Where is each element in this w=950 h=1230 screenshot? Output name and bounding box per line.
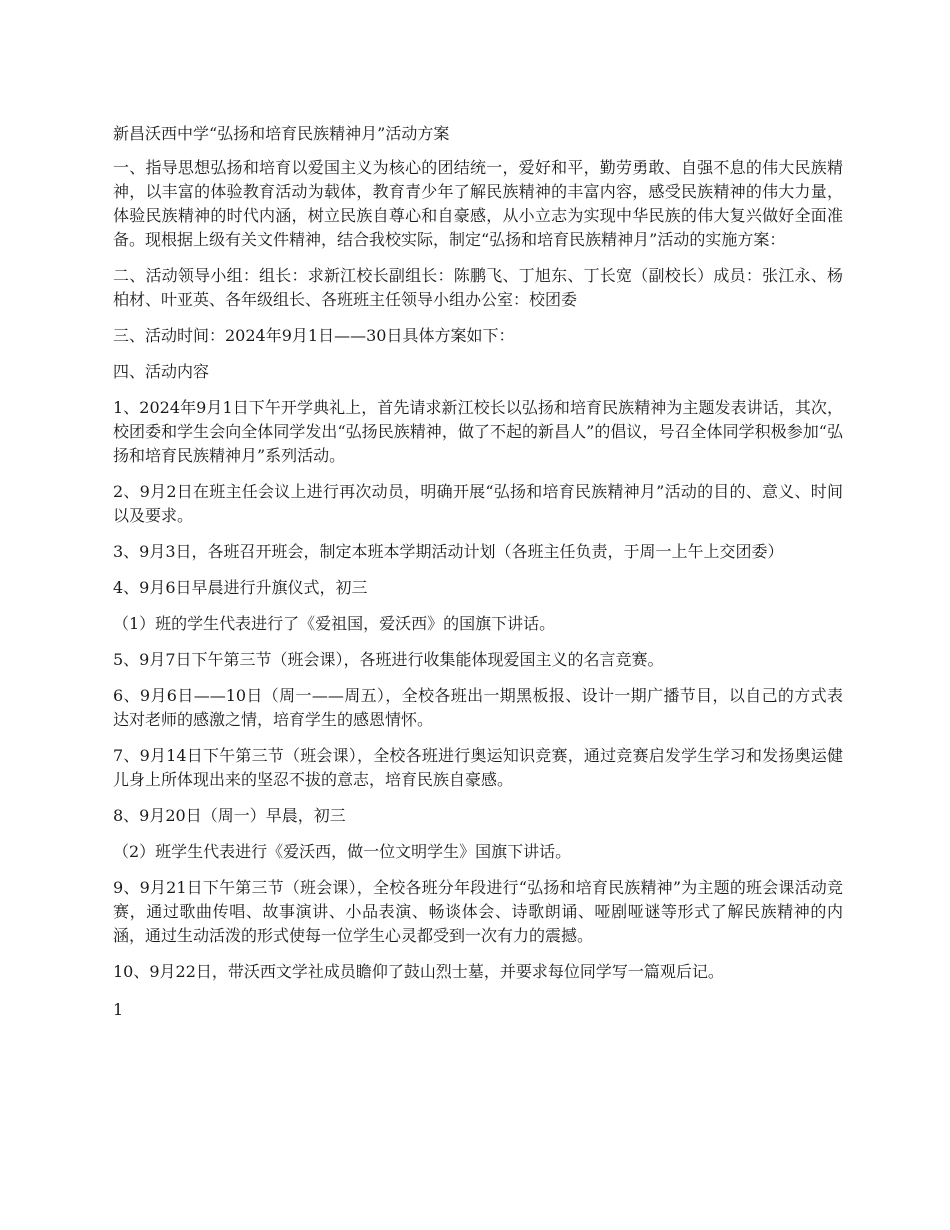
paragraph-item-1: 1、2024年9月1日下午开学典礼上，首先请求新江校长以弘扬和培育民族精神为主题发表讲话，其次，校团委和学生会向全体同学发出“弘扬民族精神，做了不起的新昌人”的倡议，号召全体同学积极参加“弘扬和培育民族精神月”系列活动。 — [113, 398, 843, 465]
paragraph-item-10: 10、9月22日，带沃西文学社成员瞻仰了鼓山烈士墓，并要求每位同学写一篇观后记。 — [113, 962, 724, 981]
document-page — [113, 122, 843, 1022]
document-title: 新昌沃西中学“弘扬和培育民族精神月”活动方案 — [113, 124, 450, 143]
paragraph-item-5: 5、9月7日下午第三节（班会课），各班进行收集能体现爱国主义的名言竞赛。 — [113, 650, 664, 669]
paragraph-leadership-group: 二、活动领导小组：组长：求新江校长副组长：陈鹏飞、丁旭东、丁长宽（副校长）成员：张江永、杨柏材、叶亚英、各年级组长、各班班主任领导小组办公室：校团委 — [113, 266, 843, 309]
paragraph-item-3: 3、9月3日，各班召开班会，制定本班本学期活动计划（各班主任负责，于周一上午上交团委） — [113, 542, 784, 561]
paragraph-activity-content-heading: 四、活动内容 — [113, 362, 210, 381]
paragraph-item-8-continued: （2）班学生代表进行《爱沃西，做一位文明学生》国旗下讲话。 — [113, 842, 572, 861]
page-number: 1 — [113, 1000, 124, 1019]
paragraph-item-2: 2、9月2日在班主任会议上进行再次动员，明确开展“弘扬和培育民族精神月”活动的目的、意义、时间以及要求。 — [113, 482, 843, 525]
paragraph-item-7: 7、9月14日下午第三节（班会课），全校各班进行奥运知识竞赛，通过竞赛启发学生学习和发扬奥运健儿身上所体现出来的坚忍不拔的意志，培育民族自豪感。 — [113, 746, 843, 789]
paragraph-activity-time: 三、活动时间：2024年9月1日——30日具体方案如下： — [113, 326, 515, 345]
paragraph-item-8: 8、9月20日（周一）早晨，初三 — [113, 806, 346, 825]
paragraph-item-9: 9、9月21日下午第三节（班会课），全校各班分年段进行“弘扬和培育民族精神”为主题的班会课活动竞赛，通过歌曲传唱、故事演讲、小品表演、畅谈体会、诗歌朗诵、哑剧哑谜等形式了解民族精神的内涵，通过生动活泼的形式使每一位学生心灵都受到一次有力的震撼。 — [113, 878, 843, 945]
paragraph-guiding-ideology: 一、指导思想弘扬和培育以爱国主义为核心的团结统一，爱好和平，勤劳勇敢、自强不息的伟大民族精神，以丰富的体验教育活动为载体，教育青少年了解民族精神的丰富内容，感受民族精神的伟大力量，体验民族精神的时代内涵，树立民族自尊心和自豪感，从小立志为实现中华民族的伟大复兴做好全面准备。现根据上级有关文件精神，结合我校实际，制定“弘扬和培育民族精神月”活动的实施方案： — [113, 158, 843, 249]
paragraph-item-6: 6、9月6日——10日（周一——周五），全校各班出一期黑板报、设计一期广播节目，以自己的方式表达对老师的感激之情，培育学生的感恩情怀。 — [113, 686, 843, 729]
paragraph-item-4-continued: （1）班的学生代表进行了《爱祖国，爱沃西》的国旗下讲话。 — [113, 614, 556, 633]
paragraph-item-4: 4、9月6日早晨进行升旗仪式，初三 — [113, 578, 368, 597]
